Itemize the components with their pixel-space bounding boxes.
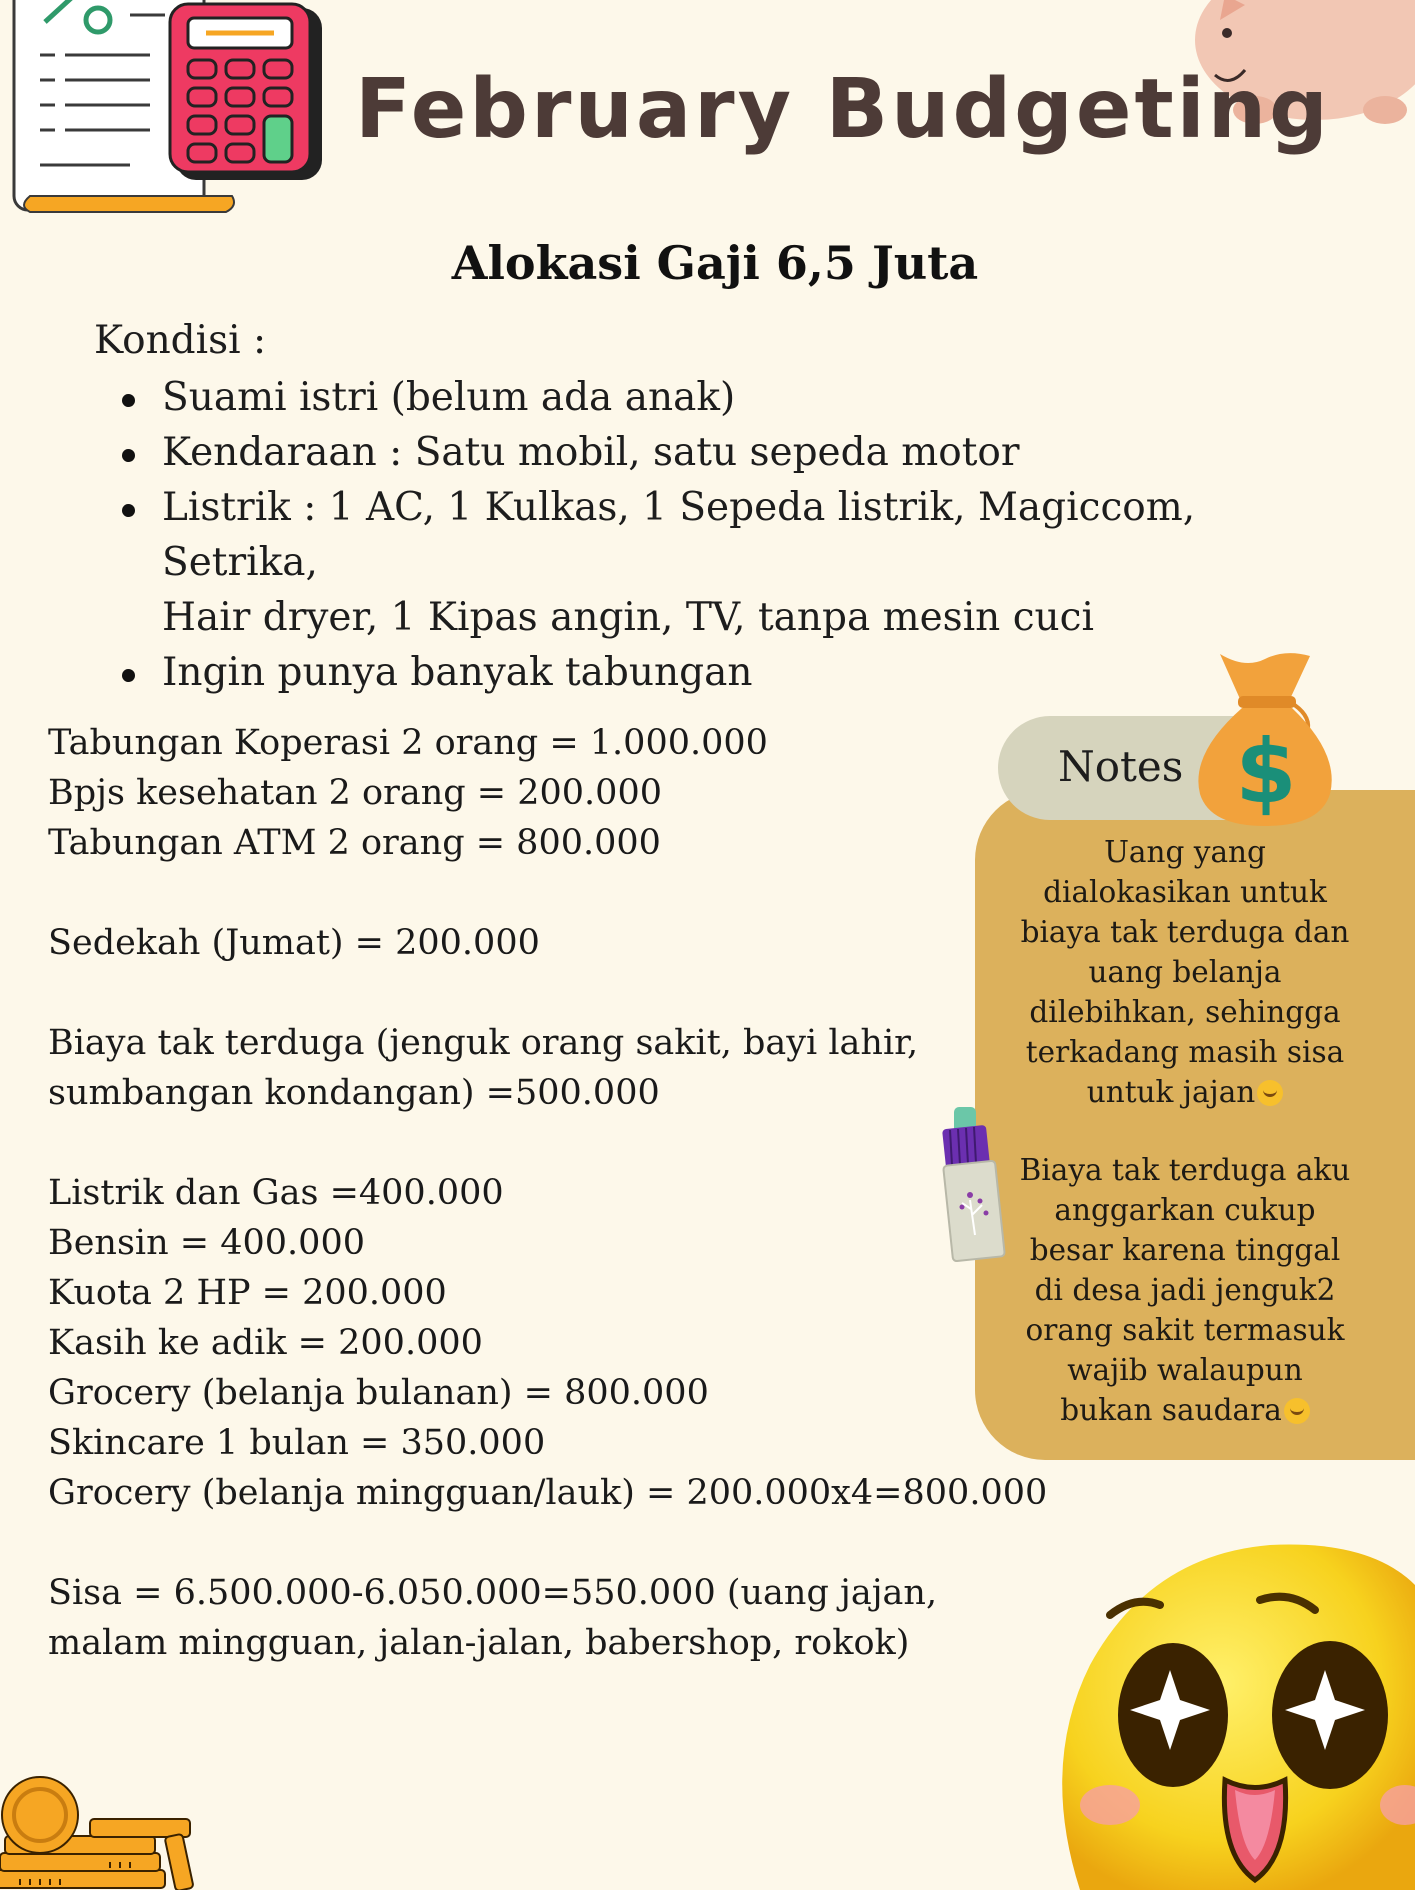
serum-bottle-icon (940, 1105, 1015, 1265)
coins-icon (0, 1775, 200, 1890)
budget-line-listrik-gas: Listrik dan Gas =400.000 (48, 1173, 504, 1213)
page-title: February Budgeting (355, 62, 1331, 157)
kondisi-label: Kondisi : (94, 318, 267, 363)
star-eyes-emoji-icon (1040, 1525, 1415, 1890)
note-text-1: Uang yang dialokasikan untuk biaya tak terduga dan uang belanja dilebihkan, sehingga terkadang masih sisa untuk jajan (1020, 835, 1350, 1109)
budget-line-biaya-tak-terduga: Biaya tak terduga (jenguk orang sakit, bayi lahir, (48, 1023, 919, 1063)
budget-line-biaya-tak-terduga-cont: sumbangan kondangan) =500.000 (48, 1073, 660, 1113)
bullet-icon (122, 504, 135, 517)
list-item: Kendaraan : Satu mobil, satu sepeda motor (120, 425, 1360, 480)
list-item: Suami istri (belum ada anak) (120, 370, 1360, 425)
budget-line-tabungan-koperasi: Tabungan Koperasi 2 orang = 1.000.000 (48, 723, 768, 763)
list-item-continuation: Hair dryer, 1 Kipas angin, TV, tanpa mesin cuci (162, 595, 1094, 640)
budget-line-bpjs: Bpjs kesehatan 2 orang = 200.000 (48, 773, 662, 813)
budget-line-kuota: Kuota 2 HP = 200.000 (48, 1273, 447, 1313)
budget-line-bensin: Bensin = 400.000 (48, 1223, 365, 1263)
budget-lines (48, 718, 1048, 1668)
kondisi-list (120, 370, 1360, 700)
dollar-sign: $ (1235, 720, 1297, 823)
budget-line-grocery-bulanan: Grocery (belanja bulanan) = 800.000 (48, 1373, 709, 1413)
budget-line-tabungan-atm: Tabungan ATM 2 orang = 800.000 (48, 823, 661, 863)
blush-smile-emoji-icon (1257, 1080, 1283, 1106)
list-item: Listrik : 1 AC, 1 Kulkas, 1 Sepeda listrik, Magiccom, Setrika, (120, 480, 1360, 590)
page-subtitle: Alokasi Gaji 6,5 Juta (451, 236, 979, 290)
bullet-icon (122, 449, 135, 462)
blush-smile-emoji-icon (1284, 1398, 1310, 1424)
budget-line-kasih-adik: Kasih ke adik = 200.000 (48, 1323, 483, 1363)
list-item: Ingin punya banyak tabungan (120, 645, 1360, 700)
money-bag-icon (1190, 644, 1340, 829)
budget-line-grocery-mingguan: Grocery (belanja mingguan/lauk) = 200.000x4=800.000 (48, 1473, 1048, 1513)
budget-line-sisa: Sisa = 6.500.000-6.050.000=550.000 (uang jajan, (48, 1573, 938, 1613)
budget-line-skincare: Skincare 1 bulan = 350.000 (48, 1423, 546, 1463)
bullet-icon (122, 394, 135, 407)
bullet-icon (122, 669, 135, 682)
note-text-2: Biaya tak terduga aku anggarkan cukup besar karena tinggal di desa jadi jenguk2 orang sakit termasuk wajib walaupun bukan saudara (1019, 1153, 1351, 1427)
budget-line-sisa-cont: malam mingguan, jalan-jalan, babershop, rokok) (48, 1623, 910, 1663)
calculator-icon (168, 2, 324, 182)
budget-line-sedekah: Sedekah (Jumat) = 200.000 (48, 923, 540, 963)
notes-title: Notes (1058, 742, 1184, 791)
